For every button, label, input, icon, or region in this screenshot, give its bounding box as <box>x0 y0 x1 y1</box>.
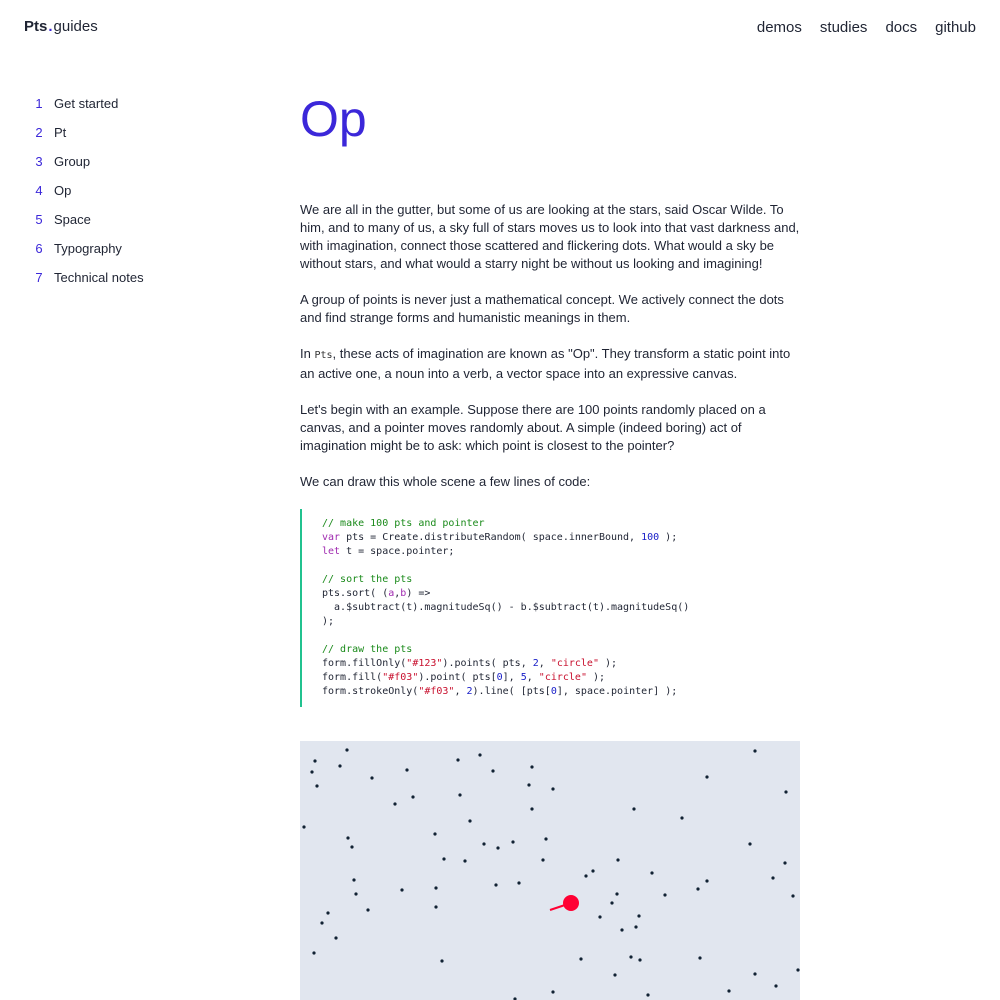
demo-point <box>310 770 313 773</box>
code-token: 2 <box>466 686 473 697</box>
code-token: let <box>322 546 341 557</box>
sidebar-item-get-started[interactable] <box>24 96 224 125</box>
demo-point <box>615 892 618 895</box>
demo-point <box>530 765 533 768</box>
sidebar-item-number: 5 <box>35 212 43 227</box>
code-line <box>322 587 800 601</box>
demo-point <box>530 807 533 810</box>
code-token: // sort the pts <box>322 574 413 585</box>
demo-point <box>591 869 594 872</box>
demo-point <box>646 993 649 996</box>
code-token: "#123" <box>406 658 443 669</box>
code-token: 100 <box>641 532 660 543</box>
demo-point <box>440 959 443 962</box>
sidebar-item-label: Pt <box>54 125 67 140</box>
demo-point <box>629 955 632 958</box>
demo-point <box>544 837 547 840</box>
code-token: ); <box>659 532 678 543</box>
demo-point <box>579 957 582 960</box>
logo-brand: Pts <box>24 18 48 35</box>
demo-point <box>613 973 616 976</box>
code-token: 5 <box>520 672 527 683</box>
demo-point <box>456 758 459 761</box>
code-token: "circle" <box>550 658 599 669</box>
paragraph: A group of points is never just a mathematical concept. We actively connect the dots and find strange forms and humanistic meanings in them. <box>300 292 784 325</box>
demo-point <box>482 842 485 845</box>
nav-link-demos[interactable]: demos <box>756 19 802 36</box>
sidebar-item-typography[interactable] <box>24 241 224 270</box>
code-line <box>322 615 800 629</box>
demo-point <box>727 989 730 992</box>
code-line <box>322 601 800 615</box>
sidebar-item-label: Typography <box>54 241 122 256</box>
code-token: t = space.pointer; <box>340 546 455 557</box>
code-line <box>322 685 800 699</box>
code-token: ).line( [pts[ <box>472 686 551 697</box>
demo-point <box>753 972 756 975</box>
code-token: 0 <box>496 672 503 683</box>
code-token: , <box>526 672 539 683</box>
demo-point <box>393 802 396 805</box>
demo-point <box>705 775 708 778</box>
demo-point <box>541 858 544 861</box>
demo-point <box>783 861 786 864</box>
code-token: ); <box>598 658 618 669</box>
sidebar-item-group[interactable] <box>24 154 224 183</box>
demo-point <box>620 928 623 931</box>
demo-point <box>632 807 635 810</box>
demo-point <box>551 990 554 993</box>
code-token: b <box>400 588 407 599</box>
demo-point <box>354 892 357 895</box>
demo-point <box>663 893 666 896</box>
sidebar-item-space[interactable] <box>24 212 224 241</box>
sidebar-item-label: Technical notes <box>54 270 144 285</box>
code-token: ); <box>586 672 606 683</box>
demo-point <box>705 879 708 882</box>
code-token: ); <box>322 616 335 627</box>
sidebar-item-pt[interactable] <box>24 125 224 154</box>
inline-code: Pts <box>314 350 333 361</box>
sidebar-item-number: 3 <box>35 154 43 169</box>
demo-point <box>753 749 756 752</box>
demo-point <box>400 888 403 891</box>
demo-point <box>433 832 436 835</box>
nav-link-docs[interactable]: docs <box>885 19 918 36</box>
code-line <box>322 629 800 643</box>
sidebar-item-number: 2 <box>35 125 43 140</box>
demo-point <box>434 886 437 889</box>
demo-canvas-svg[interactable] <box>300 741 800 1000</box>
demo-point <box>698 956 701 959</box>
sidebar-item-number: 4 <box>35 183 43 198</box>
demo-point <box>748 842 751 845</box>
demo-point <box>598 915 601 918</box>
code-line <box>322 643 800 657</box>
demo-point <box>511 840 514 843</box>
paragraph: We can draw this whole scene a few lines of code: <box>300 474 591 489</box>
demo-point <box>313 759 316 762</box>
demo-point <box>315 784 318 787</box>
code-token: form.strokeOnly( <box>322 686 419 697</box>
sidebar-item-technical-notes[interactable] <box>24 270 224 299</box>
demo-point <box>302 825 305 828</box>
demo-point <box>771 876 774 879</box>
code-token: , <box>538 658 551 669</box>
demo-point <box>334 936 337 939</box>
code-token: var <box>322 532 341 543</box>
code-token: , <box>394 588 401 599</box>
demo-point <box>551 787 554 790</box>
demo-point <box>517 881 520 884</box>
sidebar-item-label: Space <box>54 212 91 227</box>
paragraph: We are all in the gutter, but some of us are looking at the stars, said Oscar Wilde. To him, and to many of us, a sky full of stars moves us to look into that vast darkness and, with imagination, connect those scattered and flickering dots. What would a sky be without stars, and what would a starry night be without us looking and imagining! <box>300 202 800 271</box>
logo[interactable] <box>24 18 98 35</box>
sidebar-item-number: 6 <box>35 241 43 256</box>
code-line <box>322 573 800 587</box>
main-content <box>300 90 800 737</box>
demo-point <box>496 846 499 849</box>
code-token: ) => <box>406 588 431 599</box>
code-line <box>322 531 800 545</box>
demo-point <box>326 911 329 914</box>
demo-point <box>345 748 348 751</box>
sidebar <box>24 96 224 299</box>
code-token: form.fillOnly( <box>322 658 407 669</box>
paragraph-text: In <box>300 346 315 361</box>
demo-point <box>442 857 445 860</box>
demo-point <box>352 878 355 881</box>
demo-point <box>434 905 437 908</box>
logo-dot: . <box>48 18 53 35</box>
code-token: 2 <box>532 658 539 669</box>
demo-point <box>491 769 494 772</box>
code-token: , <box>454 686 467 697</box>
code-line <box>322 559 800 573</box>
page-title: Op <box>300 91 367 147</box>
demo-point <box>634 925 637 928</box>
demo-point <box>370 776 373 779</box>
code-token: ).point( pts[ <box>418 672 497 683</box>
demo-point <box>463 859 466 862</box>
code-line <box>322 671 800 685</box>
closest-point <box>563 895 579 911</box>
demo-point <box>478 753 481 756</box>
code-line <box>322 657 800 671</box>
demo-point <box>350 845 353 848</box>
logo-suffix: guides <box>53 18 98 35</box>
code-line <box>322 545 800 559</box>
nav-link-studies[interactable]: studies <box>819 19 868 36</box>
code-token: ], space.pointer] ); <box>556 686 678 697</box>
code-token: 0 <box>550 686 557 697</box>
code-token: a <box>388 588 395 599</box>
demo-point <box>346 836 349 839</box>
sidebar-item-number: 7 <box>35 270 43 285</box>
code-token: ], <box>502 672 521 683</box>
code-token: "#f03" <box>382 672 419 683</box>
demo-point <box>312 951 315 954</box>
demo-point <box>774 984 777 987</box>
demo-point <box>320 921 323 924</box>
code-block[interactable] <box>300 509 800 707</box>
code-token: pts = Create.distributeRandom( space.innerBound, <box>340 532 642 543</box>
top-bar <box>0 0 1000 56</box>
demo-point <box>494 883 497 886</box>
demo-point <box>650 871 653 874</box>
sidebar-item-label: Op <box>54 183 72 198</box>
paragraph: Let's begin with an example. Suppose there are 100 points randomly placed on a canvas, and a pointer moves randomly about. A simple (indeed boring) act of imagination might be to ask: which point is closest to the pointer? <box>300 402 766 453</box>
paragraph-text: , these acts of imagination are known as "Op". They transform a static point into an active one, a noun into a verb, a vector space into an expressive canvas. <box>300 346 791 381</box>
paragraph <box>300 345 800 383</box>
demo-point <box>791 894 794 897</box>
demo-point <box>458 793 461 796</box>
sidebar-item-label: Group <box>54 154 91 169</box>
sidebar-item-op[interactable] <box>24 183 224 212</box>
demo-point <box>366 908 369 911</box>
code-token: pts.sort( ( <box>322 588 389 599</box>
demo-point <box>411 795 414 798</box>
demo-point <box>610 901 613 904</box>
code-token: ).points( pts, <box>442 658 533 669</box>
demo-point <box>527 783 530 786</box>
top-nav <box>757 19 976 36</box>
code-token: form.fill( <box>322 672 383 683</box>
demo-point <box>616 858 619 861</box>
demo-point <box>468 819 471 822</box>
demo-point <box>638 958 641 961</box>
demo-point <box>405 768 408 771</box>
demo-point <box>784 790 787 793</box>
code-line <box>322 517 800 531</box>
demo-canvas[interactable] <box>300 741 800 1000</box>
nav-link-github[interactable]: github <box>935 19 976 36</box>
demo-point <box>338 764 341 767</box>
code-token: "circle" <box>538 672 587 683</box>
code-token: // draw the pts <box>322 644 413 655</box>
code-token: // make 100 pts and pointer <box>322 518 485 529</box>
demo-point <box>680 816 683 819</box>
demo-point <box>696 887 699 890</box>
demo-point <box>637 914 640 917</box>
code-token: a.$subtract(t).magnitudeSq() - b.$subtract(t).magnitudeSq() <box>322 602 690 613</box>
code-token: "#f03" <box>418 686 455 697</box>
demo-point <box>796 968 799 971</box>
sidebar-item-number: 1 <box>35 96 43 111</box>
sidebar-item-label: Get started <box>54 96 119 111</box>
demo-point <box>584 874 587 877</box>
